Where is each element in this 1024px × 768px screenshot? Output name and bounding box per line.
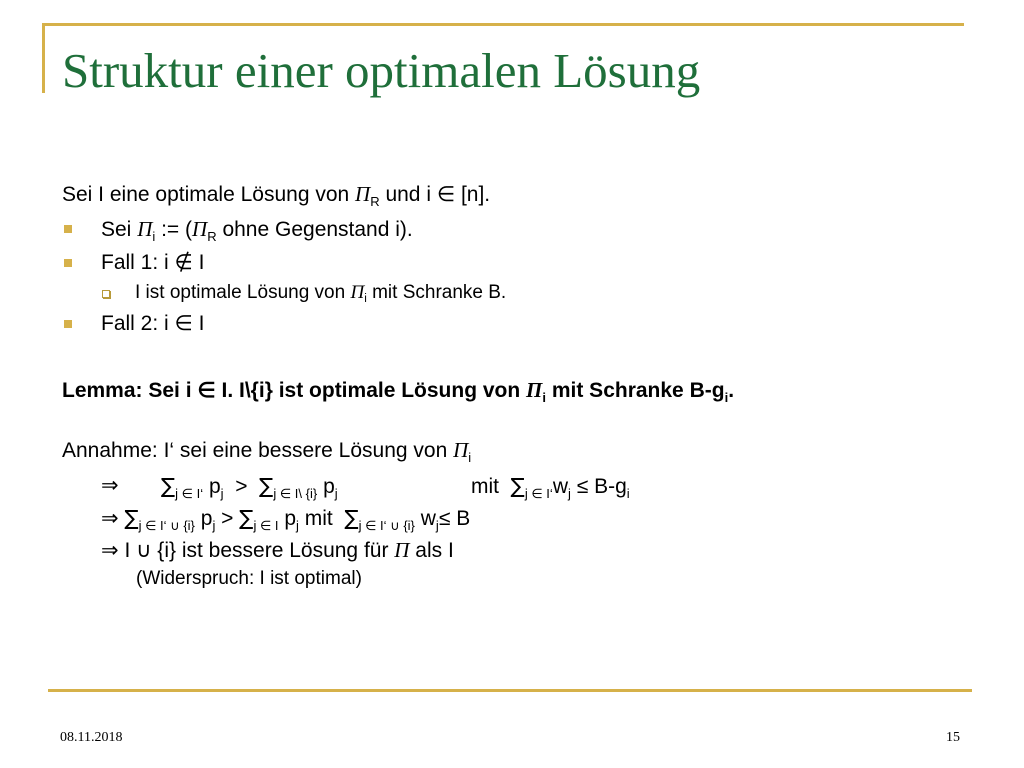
sum-subscript: j ∈ I [253, 517, 279, 533]
lemma-line [62, 377, 734, 406]
lemma-text-b: mit Schranke B-g [546, 379, 725, 402]
annahme-line [62, 437, 471, 466]
sum-symbol: ∑ [510, 474, 525, 498]
sum-subscript: j ∈ I‘ ∪ {i} [138, 517, 195, 533]
p-subscript: j [220, 485, 224, 501]
sub-bullet-item [135, 280, 506, 308]
pi-subscript: i [152, 228, 156, 244]
sub1-text-b: mit Schranke B. [366, 282, 507, 303]
sum-symbol: ∑ [239, 506, 254, 530]
w-term: w [552, 475, 568, 498]
implication-arrow: ⇒ [101, 539, 125, 562]
pi-symbol: Π [350, 282, 365, 303]
bullet1-text-b: := ( [155, 218, 193, 241]
pi-symbol: Π [355, 182, 371, 206]
bound-term: ≤ B [438, 507, 471, 530]
lemma-text-a: Lemma: Sei i ∈ I. I\{i} ist optimale Lösung von [62, 379, 527, 402]
implication-arrow: ⇒ [101, 474, 119, 497]
bound-term: ≤ B-g [570, 475, 627, 498]
w-subscript: j [435, 517, 439, 533]
p-subscript: j [296, 517, 299, 533]
gt-sign: > [215, 507, 240, 530]
bullet-item-1 [101, 216, 413, 245]
left-rule [42, 23, 45, 93]
pi-symbol: Π [192, 217, 208, 241]
pi-symbol: Π [526, 378, 543, 402]
slide-title: Struktur einer optimalen Lösung [62, 43, 701, 98]
impl3-text-b: als I [409, 539, 454, 562]
bullet-hollow-square-icon [102, 290, 110, 298]
pi-subscript: i [542, 389, 547, 405]
sum-subscript: j ∈ I‘ [524, 485, 553, 501]
top-rule [42, 23, 964, 26]
implication-arrow: ⇒ [101, 507, 125, 530]
p-subscript: j [212, 517, 216, 533]
bullet1-text-a: Sei [101, 218, 138, 241]
bullet-item-2: Fall 1: i ∉ I [101, 251, 205, 274]
implication-2 [101, 505, 470, 534]
gt-sign: > [223, 475, 260, 498]
sum-subscript: j ∈ I‘ ∪ {i} [358, 517, 415, 533]
pi-symbol: Π [453, 438, 469, 462]
w-term: w [414, 507, 436, 530]
g-subscript: i [724, 389, 729, 405]
intro-text-b: und i ∈ [n]. [379, 183, 491, 206]
sum-subscript: j ∈ I‘ [175, 485, 204, 501]
contradiction-note: (Widerspruch: I ist optimal) [136, 568, 362, 589]
pi-subscript: i [468, 449, 472, 465]
pi-symbol: Π [394, 538, 410, 562]
implication-1-lhs [161, 473, 338, 502]
lemma-text-c: . [728, 379, 735, 402]
g-subscript: i [626, 485, 630, 501]
p-subscript: j [334, 485, 338, 501]
pi-subscript: R [207, 228, 217, 244]
mit-text: mit [298, 507, 345, 530]
sum-symbol: ∑ [259, 474, 274, 498]
bottom-rule [48, 689, 972, 692]
intro-text-a: Sei I eine optimale Lösung von [62, 183, 356, 206]
sum-symbol: ∑ [161, 474, 176, 498]
pi-symbol: Π [137, 217, 153, 241]
pi-subscript: i [364, 292, 367, 306]
sub1-text-a: I ist optimale Lösung von [135, 282, 351, 303]
sum-subscript: j ∈ I\ {i} [273, 485, 318, 501]
w-subscript: j [567, 485, 571, 501]
p-term: p [203, 475, 221, 498]
bullet-square-icon [64, 320, 72, 328]
p-term: p [317, 475, 335, 498]
impl3-text-a: I ∪ {i} ist bessere Lösung für [124, 539, 395, 562]
bullet-item-3: Fall 2: i ∈ I [101, 312, 205, 335]
annahme-text: Annahme: I‘ sei eine bessere Lösung von [62, 439, 454, 462]
intro-line [62, 181, 490, 210]
p-term: p [194, 507, 213, 530]
page-number: 15 [946, 730, 960, 745]
implication-1-rhs [471, 473, 630, 502]
sum-symbol: ∑ [124, 506, 139, 530]
sum-symbol: ∑ [344, 506, 359, 530]
mit-text: mit [471, 475, 511, 498]
bullet1-text-c: ohne Gegenstand i). [216, 218, 413, 241]
bullet-square-icon [64, 259, 72, 267]
p-term: p [278, 507, 297, 530]
pi-subscript: R [370, 193, 380, 209]
implication-3 [101, 537, 454, 564]
footer-date: 08.11.2018 [60, 730, 123, 745]
bullet-square-icon [64, 225, 72, 233]
